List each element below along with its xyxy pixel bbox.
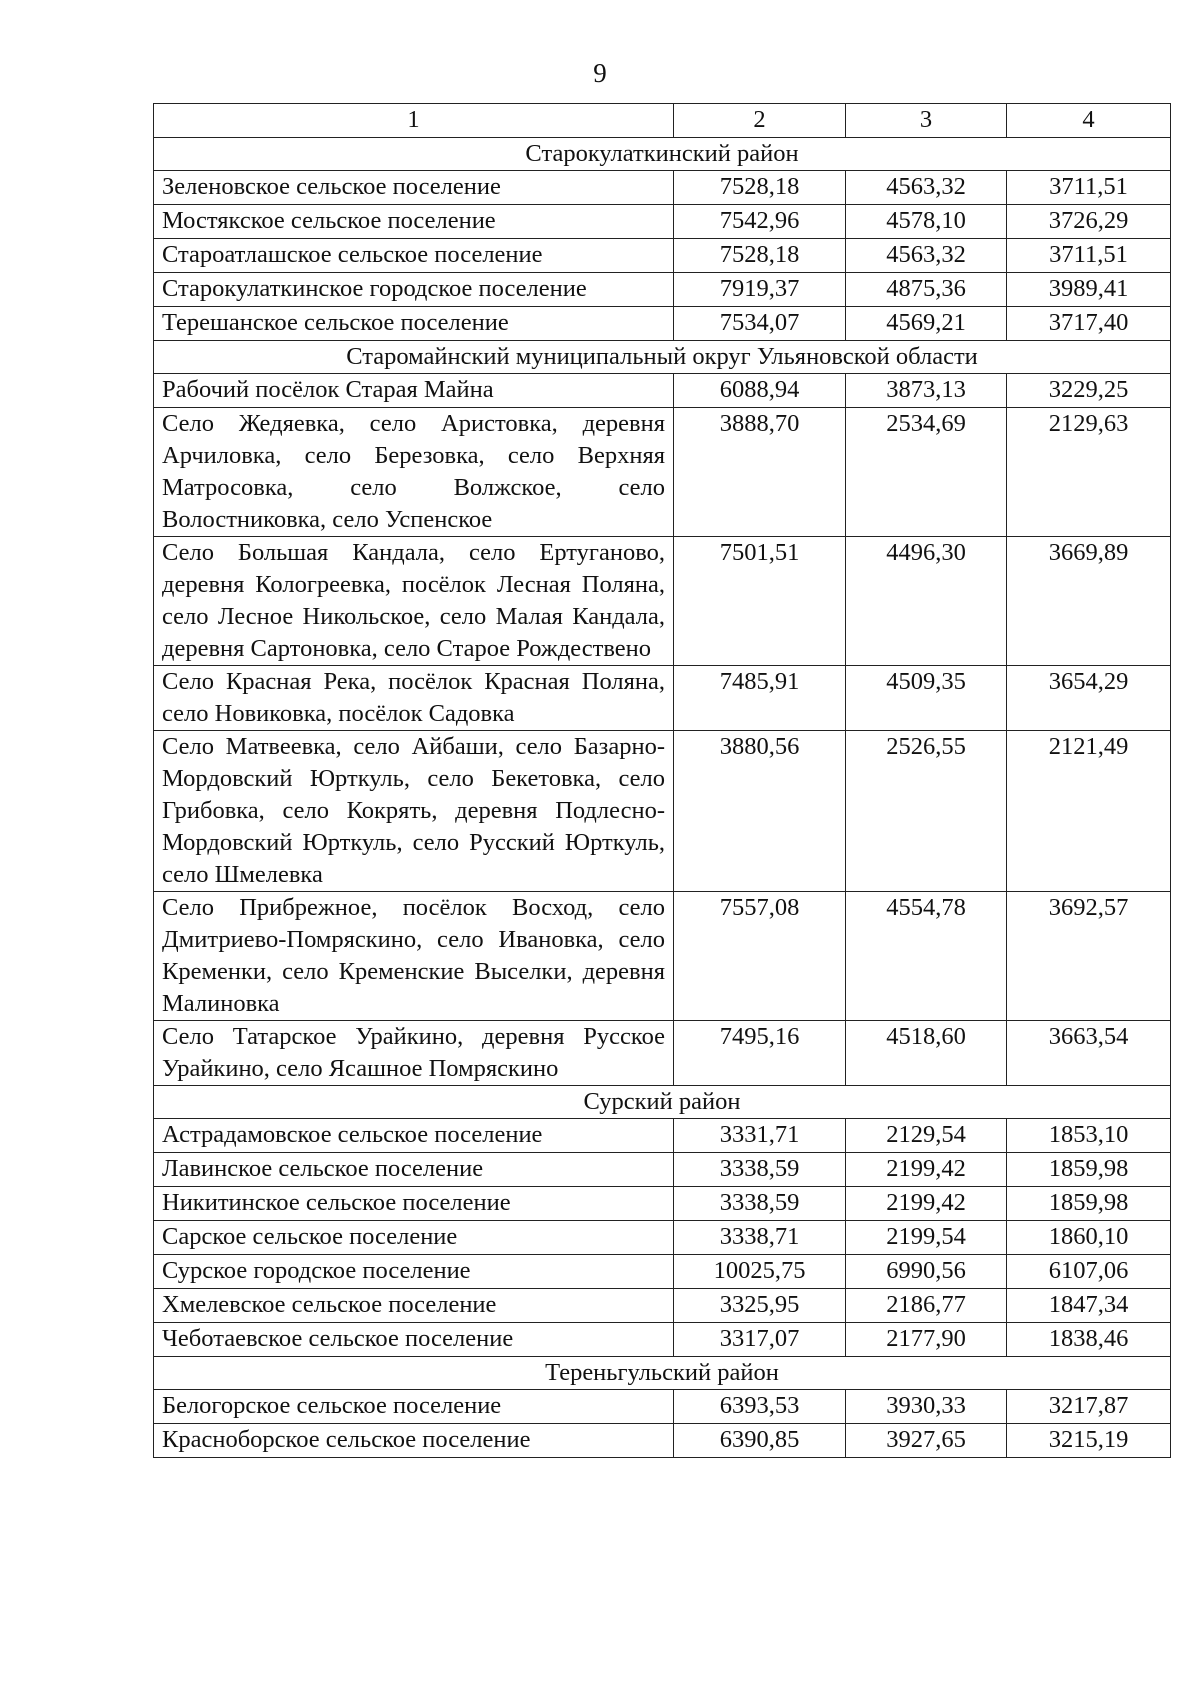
settlement-name-cell: Никитинское сельское поселение xyxy=(154,1187,674,1221)
table-row xyxy=(154,307,1171,341)
value-cell-col3: 2199,42 xyxy=(846,1153,1007,1187)
settlement-name-cell: Рабочий посёлок Старая Майна xyxy=(154,374,674,408)
value-cell-col4: 3726,29 xyxy=(1007,205,1171,239)
settlement-name-cell: Село Татарское Урайкино, деревня Русское Урайкино, село Ясашное Помряскино xyxy=(154,1021,674,1086)
value-cell-col3: 4518,60 xyxy=(846,1021,1007,1086)
table-row xyxy=(154,374,1171,408)
value-cell-col4: 1860,10 xyxy=(1007,1221,1171,1255)
value-cell-col3: 3930,33 xyxy=(846,1390,1007,1424)
value-cell-col2: 3331,71 xyxy=(674,1119,846,1153)
settlement-name-cell: Лавинское сельское поселение xyxy=(154,1153,674,1187)
table-row xyxy=(154,205,1171,239)
settlement-name-cell: Сурское городское поселение xyxy=(154,1255,674,1289)
table-row xyxy=(154,1289,1171,1323)
value-cell-col3: 2526,55 xyxy=(846,731,1007,892)
value-cell-col4: 1853,10 xyxy=(1007,1119,1171,1153)
table-row xyxy=(154,1221,1171,1255)
value-cell-col4: 3663,54 xyxy=(1007,1021,1171,1086)
value-cell-col2: 3317,07 xyxy=(674,1323,846,1357)
table-row xyxy=(154,1255,1171,1289)
table-row xyxy=(154,1390,1171,1424)
section-row xyxy=(154,1357,1171,1390)
table-row xyxy=(154,239,1171,273)
value-cell-col3: 4554,78 xyxy=(846,892,1007,1021)
table-row xyxy=(154,1424,1171,1458)
value-cell-col2: 3338,59 xyxy=(674,1187,846,1221)
value-cell-col2: 7919,37 xyxy=(674,273,846,307)
settlement-name-cell: Белогорское сельское поселение xyxy=(154,1390,674,1424)
column-header-4: 4 xyxy=(1007,104,1171,138)
column-header-2: 2 xyxy=(674,104,846,138)
value-cell-col2: 3325,95 xyxy=(674,1289,846,1323)
column-header-3: 3 xyxy=(846,104,1007,138)
value-cell-col4: 3711,51 xyxy=(1007,171,1171,205)
value-cell-col3: 2534,69 xyxy=(846,408,1007,537)
settlement-name-cell: Село Прибрежное, посёлок Восход, село Дмитриево-Помряскино, село Ивановка, село Кременки, село Кременские Выселки, деревня Малиновка xyxy=(154,892,674,1021)
data-table xyxy=(153,103,1171,1458)
value-cell-col3: 2199,54 xyxy=(846,1221,1007,1255)
value-cell-col2: 7528,18 xyxy=(674,171,846,205)
value-cell-col3: 3927,65 xyxy=(846,1424,1007,1458)
section-row xyxy=(154,138,1171,171)
value-cell-col4: 3717,40 xyxy=(1007,307,1171,341)
settlement-name-cell: Красноборское сельское поселение xyxy=(154,1424,674,1458)
value-cell-col4: 1859,98 xyxy=(1007,1153,1171,1187)
value-cell-col3: 4875,36 xyxy=(846,273,1007,307)
table-row xyxy=(154,171,1171,205)
section-row xyxy=(154,1086,1171,1119)
section-title: Тереньгульский район xyxy=(154,1357,1171,1390)
value-cell-col2: 3338,59 xyxy=(674,1153,846,1187)
value-cell-col2: 7557,08 xyxy=(674,892,846,1021)
value-cell-col3: 4563,32 xyxy=(846,171,1007,205)
value-cell-col4: 2129,63 xyxy=(1007,408,1171,537)
value-cell-col2: 3338,71 xyxy=(674,1221,846,1255)
section-title: Сурский район xyxy=(154,1086,1171,1119)
value-cell-col2: 7501,51 xyxy=(674,537,846,666)
value-cell-col2: 7495,16 xyxy=(674,1021,846,1086)
table-body xyxy=(154,138,1171,1458)
table-row xyxy=(154,537,1171,666)
value-cell-col3: 3873,13 xyxy=(846,374,1007,408)
settlement-name-cell: Сарское сельское поселение xyxy=(154,1221,674,1255)
value-cell-col4: 3669,89 xyxy=(1007,537,1171,666)
page-number: 9 xyxy=(593,58,607,88)
table-row xyxy=(154,892,1171,1021)
value-cell-col3: 2186,77 xyxy=(846,1289,1007,1323)
table-row xyxy=(154,408,1171,537)
value-cell-col3: 2199,42 xyxy=(846,1187,1007,1221)
value-cell-col3: 2129,54 xyxy=(846,1119,1007,1153)
value-cell-col3: 4569,21 xyxy=(846,307,1007,341)
section-title: Старокулаткинский район xyxy=(154,138,1171,171)
value-cell-col2: 3888,70 xyxy=(674,408,846,537)
value-cell-col3: 4509,35 xyxy=(846,666,1007,731)
value-cell-col2: 7528,18 xyxy=(674,239,846,273)
value-cell-col3: 6990,56 xyxy=(846,1255,1007,1289)
settlement-name-cell: Село Большая Кандала, село Ертуганово, деревня Кологреевка, посёлок Лесная Поляна, село Лесное Никольское, село Малая Кандала, деревня Сартоновка, село Старое Рождествено xyxy=(154,537,674,666)
value-cell-col4: 3692,57 xyxy=(1007,892,1171,1021)
value-cell-col3: 4496,30 xyxy=(846,537,1007,666)
settlement-name-cell: Село Матвеевка, село Айбаши, село Базарно-Мордовский Юрткуль, село Бекетовка, село Грибовка, село Кокрять, деревня Подлесно-Мордовский Юрткуль, село Русский Юрткуль, село Шмелевка xyxy=(154,731,674,892)
value-cell-col4: 3711,51 xyxy=(1007,239,1171,273)
value-cell-col2: 6088,94 xyxy=(674,374,846,408)
value-cell-col2: 6393,53 xyxy=(674,1390,846,1424)
value-cell-col4: 1847,34 xyxy=(1007,1289,1171,1323)
value-cell-col3: 2177,90 xyxy=(846,1323,1007,1357)
value-cell-col4: 3215,19 xyxy=(1007,1424,1171,1458)
column-header-1: 1 xyxy=(154,104,674,138)
table-row xyxy=(154,1021,1171,1086)
section-row xyxy=(154,341,1171,374)
settlement-name-cell: Мостякское сельское поселение xyxy=(154,205,674,239)
table-row xyxy=(154,1153,1171,1187)
table-row xyxy=(154,731,1171,892)
value-cell-col2: 7542,96 xyxy=(674,205,846,239)
value-cell-col4: 3217,87 xyxy=(1007,1390,1171,1424)
settlement-name-cell: Село Жедяевка, село Аристовка, деревня Арчиловка, село Березовка, село Верхняя Матросовка, село Волжское, село Волостниковка, село Успенское xyxy=(154,408,674,537)
table-row xyxy=(154,666,1171,731)
value-cell-col3: 4578,10 xyxy=(846,205,1007,239)
value-cell-col4: 6107,06 xyxy=(1007,1255,1171,1289)
value-cell-col2: 3880,56 xyxy=(674,731,846,892)
table-row xyxy=(154,1119,1171,1153)
settlement-name-cell: Чеботаевское сельское поселение xyxy=(154,1323,674,1357)
settlement-name-cell: Хмелевское сельское поселение xyxy=(154,1289,674,1323)
settlement-name-cell: Старокулаткинское городское поселение xyxy=(154,273,674,307)
value-cell-col2: 7534,07 xyxy=(674,307,846,341)
value-cell-col4: 1859,98 xyxy=(1007,1187,1171,1221)
value-cell-col2: 7485,91 xyxy=(674,666,846,731)
header-row xyxy=(154,104,1171,138)
settlement-name-cell: Терешанское сельское поселение xyxy=(154,307,674,341)
settlement-name-cell: Зеленовское сельское поселение xyxy=(154,171,674,205)
value-cell-col2: 10025,75 xyxy=(674,1255,846,1289)
settlement-name-cell: Село Красная Река, посёлок Красная Поляна, село Новиковка, посёлок Садовка xyxy=(154,666,674,731)
value-cell-col4: 3229,25 xyxy=(1007,374,1171,408)
section-title: Старомайнский муниципальный округ Ульяновской области xyxy=(154,341,1171,374)
value-cell-col4: 3654,29 xyxy=(1007,666,1171,731)
value-cell-col4: 2121,49 xyxy=(1007,731,1171,892)
table-row xyxy=(154,1323,1171,1357)
table-row xyxy=(154,1187,1171,1221)
table-row xyxy=(154,273,1171,307)
value-cell-col4: 3989,41 xyxy=(1007,273,1171,307)
value-cell-col3: 4563,32 xyxy=(846,239,1007,273)
settlement-name-cell: Астрадамовское сельское поселение xyxy=(154,1119,674,1153)
value-cell-col4: 1838,46 xyxy=(1007,1323,1171,1357)
value-cell-col2: 6390,85 xyxy=(674,1424,846,1458)
settlement-name-cell: Староатлашское сельское поселение xyxy=(154,239,674,273)
